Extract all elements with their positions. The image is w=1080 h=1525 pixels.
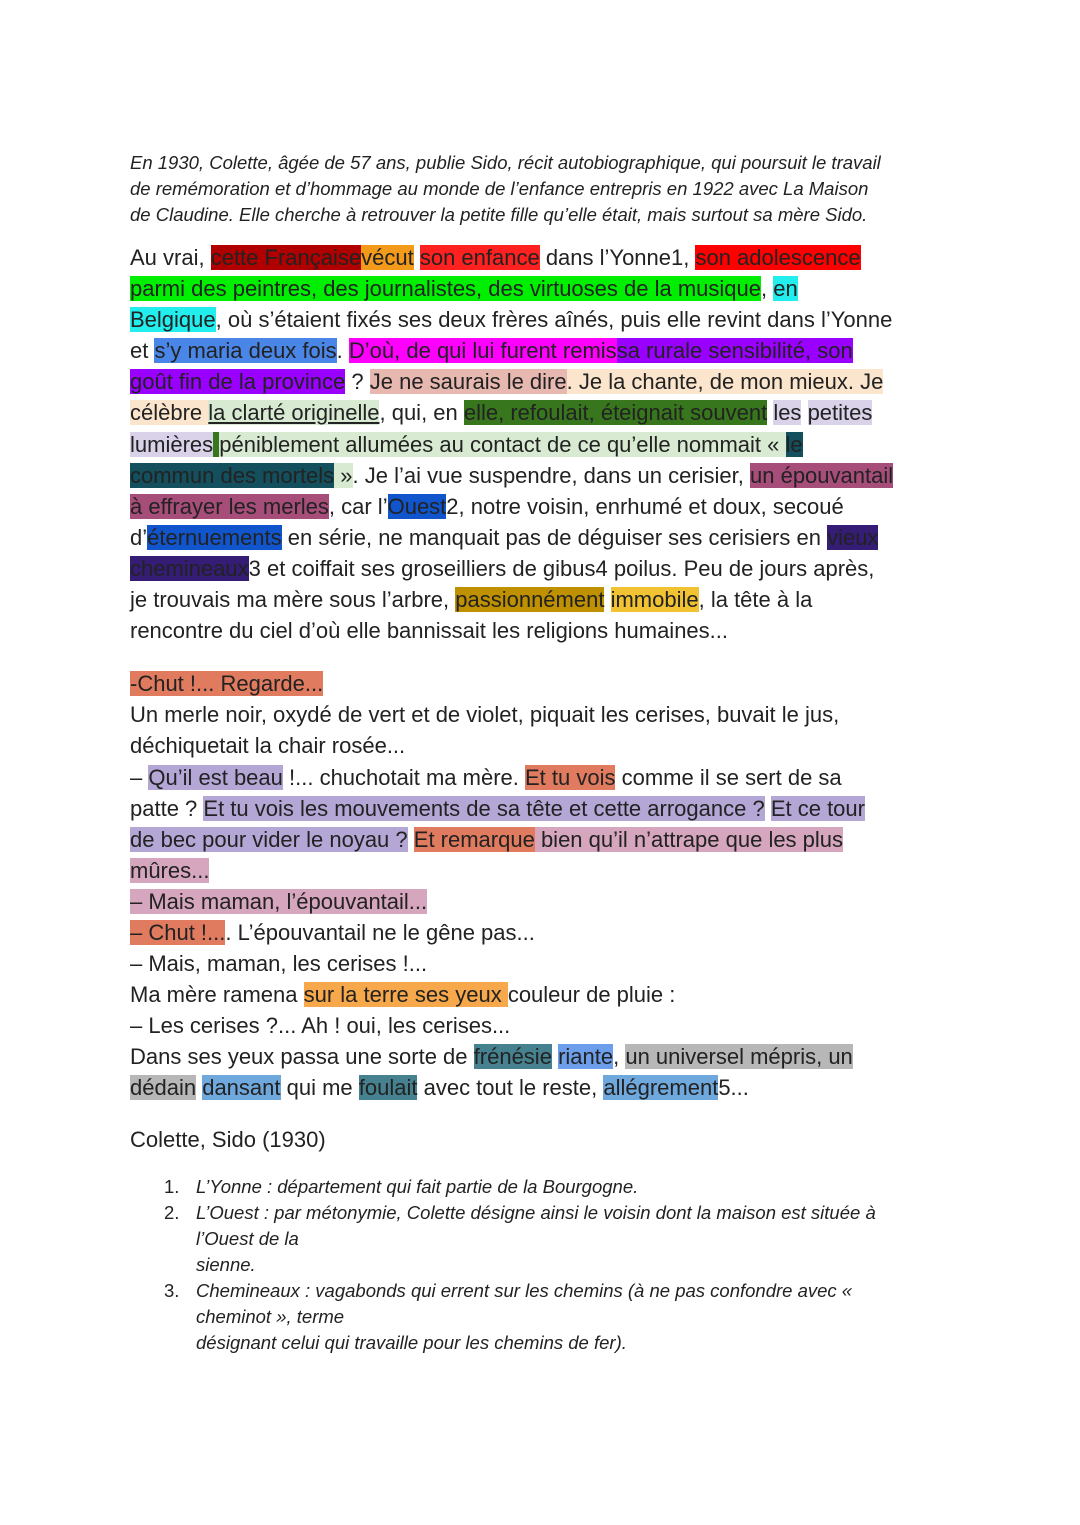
footnote-line: cheminot », terme xyxy=(196,1305,345,1327)
excerpt-paragraph-1 xyxy=(130,242,960,646)
text-segment: . xyxy=(336,338,349,364)
text-segment: couleur de pluie : xyxy=(507,982,676,1008)
text-segment: , où s’étaient fixés ses deux frères aînés, puis elle revint dans l’Yonne xyxy=(215,307,893,333)
footnotes-list xyxy=(130,1174,960,1356)
highlight: lumières xyxy=(130,431,214,457)
highlight: -Chut !... Regarde... xyxy=(130,671,324,697)
text-segment: . L’épouvantail ne le gêne pas... xyxy=(225,919,535,945)
text-segment: déchiquetait la chair rosée... xyxy=(130,733,406,759)
text-line xyxy=(130,1041,960,1072)
highlight: Belgique xyxy=(130,307,216,333)
text-line xyxy=(130,460,960,491)
footnote-line: désignant celui qui travaille pour les chemins de fer). xyxy=(196,1331,627,1353)
text-line xyxy=(130,366,960,397)
highlight: son adolescence xyxy=(695,245,861,270)
document-page xyxy=(130,150,960,1356)
text-segment: et xyxy=(130,338,155,364)
text-line xyxy=(130,1072,960,1103)
highlight: vécut xyxy=(361,245,414,270)
text-segment: avec tout le reste, xyxy=(417,1075,604,1101)
text-segment xyxy=(801,400,807,425)
text-line xyxy=(130,824,960,855)
text-line xyxy=(130,762,960,793)
text-segment xyxy=(408,827,414,852)
highlight: la clarté originelle xyxy=(208,400,380,426)
text-segment: , car l’ xyxy=(328,493,388,519)
highlight: le xyxy=(785,431,803,457)
highlight: elle, refoulait, éteignait souvent xyxy=(463,400,768,426)
highlight: – Mais maman, l’épouvantail... xyxy=(130,888,428,914)
text-segment xyxy=(604,587,610,612)
text-line xyxy=(130,584,960,615)
highlight: foulait xyxy=(358,1075,418,1101)
text-segment: en série, ne manquait pas de déguiser ses cerisiers en xyxy=(281,524,828,550)
intro-line: de Claudine. Elle cherche à retrouver la petite fille qu’elle était, mais surtout sa mère Sido. xyxy=(130,204,868,225)
highlight: . Je la chante, de mon mieux. Je xyxy=(566,369,884,395)
text-segment: , xyxy=(613,1044,626,1070)
text-line xyxy=(130,522,960,553)
highlight: les xyxy=(773,400,802,426)
footnote-line: L’Yonne : département qui fait partie de la Bourgogne. xyxy=(196,1175,639,1197)
highlight: de bec pour vider le noyau ? xyxy=(130,826,408,852)
text-segment: 5... xyxy=(718,1075,749,1101)
footnote xyxy=(164,1200,960,1278)
highlight: s’y maria deux fois xyxy=(154,338,337,364)
text-segment: , qui, en xyxy=(379,400,464,426)
text-line xyxy=(130,615,960,646)
highlight: chemineaux xyxy=(130,555,249,581)
text-segment: patte ? xyxy=(130,795,204,821)
text-segment: . Je l’ai vue suspendre, dans un cerisier, xyxy=(352,462,750,488)
footnote-line: l’Ouest de la xyxy=(196,1227,299,1249)
text-line xyxy=(130,917,960,948)
footnote-line: sienne. xyxy=(196,1253,256,1275)
text-segment: !... chuchotait ma mère. xyxy=(282,764,525,790)
text-line xyxy=(130,429,960,460)
text-segment: – Les cerises ?... Ah ! oui, les cerises... xyxy=(130,1013,511,1039)
text-line xyxy=(130,1010,960,1041)
text-line xyxy=(130,242,960,273)
highlight: commun des mortels xyxy=(130,462,335,488)
text-line xyxy=(130,304,960,335)
highlight: son enfance xyxy=(419,245,540,270)
text-line xyxy=(130,335,960,366)
intro-paragraph xyxy=(130,150,960,228)
highlight: à effrayer les merles xyxy=(130,493,329,519)
highlight: Je ne saurais le dire xyxy=(369,369,567,395)
text-segment: qui me xyxy=(280,1075,359,1101)
highlight: immobile xyxy=(610,587,699,613)
highlight: célèbre xyxy=(130,400,209,426)
highlight: Et remarque xyxy=(413,826,535,852)
footnote-line: Chemineaux : vagabonds qui errent sur les chemins (à ne pas confondre avec « xyxy=(196,1279,853,1301)
text-line xyxy=(130,979,960,1010)
text-segment: Dans ses yeux passa une sorte de xyxy=(130,1044,474,1070)
highlight: mûres... xyxy=(130,857,210,883)
text-segment: dans l’Yonne1, xyxy=(539,245,696,270)
text-segment: Ma mère ramena xyxy=(130,982,304,1008)
text-segment: , la tête à la xyxy=(698,587,813,613)
text-segment: 2, notre voisin, enrhumé et doux, secoué xyxy=(446,493,844,519)
text-segment: – xyxy=(130,764,149,790)
text-segment: , xyxy=(761,276,774,302)
highlight: un universel mépris, un xyxy=(625,1044,853,1070)
highlight: Et tu vois xyxy=(525,764,616,790)
text-line xyxy=(130,855,960,886)
footnote-text xyxy=(196,1174,638,1200)
highlight: en xyxy=(773,276,798,302)
text-line xyxy=(130,699,960,730)
footnote-number: 2. xyxy=(164,1201,180,1223)
intro-line: de remémoration et d’hommage au monde de l’enfance entrepris en 1922 avec La Maison xyxy=(130,178,869,199)
highlight: un épouvantail xyxy=(750,462,894,488)
highlight: passionnément xyxy=(455,587,605,613)
highlight: Qu’il est beau xyxy=(148,764,283,790)
highlight: D’où, de qui lui furent remis xyxy=(348,338,617,364)
highlight: dansant xyxy=(202,1075,281,1101)
text-segment: 3 et coiffait ses groseilliers de gibus4 poilus. Peu de jours après, xyxy=(248,555,875,581)
highlight: riante xyxy=(558,1044,614,1070)
footnote xyxy=(164,1278,960,1356)
highlight: allégrement xyxy=(603,1075,719,1101)
highlight: petites xyxy=(807,400,873,426)
text-line xyxy=(130,273,960,304)
highlight: dédain xyxy=(130,1075,197,1101)
highlight: frénésie xyxy=(473,1044,552,1070)
text-line xyxy=(130,730,960,761)
text-segment: Au vrai, xyxy=(130,245,211,270)
text-segment: je trouvais ma mère sous l’arbre, xyxy=(130,587,456,613)
footnote-text xyxy=(196,1200,876,1278)
text-segment xyxy=(414,245,420,270)
citation: Colette, Sido (1930) xyxy=(130,1126,326,1152)
footnote-line: L’Ouest : par métonymie, Colette désigne ainsi le voisin dont la maison est située à xyxy=(196,1201,876,1223)
highlight: cette Française xyxy=(210,245,362,270)
text-segment: Un merle noir, oxydé de vert et de violet, piquait les cerises, buvait le jus, xyxy=(130,702,840,728)
text-segment: ? xyxy=(345,369,370,395)
text-line xyxy=(130,793,960,824)
text-line xyxy=(130,948,960,979)
highlight: parmi des peintres, des journalistes, des virtuoses de la musique xyxy=(130,276,761,302)
highlight: Et tu vois les mouvements de sa tête et cette arrogance ? xyxy=(203,795,765,821)
text-segment: – Mais, maman, les cerises !... xyxy=(130,951,428,977)
text-line xyxy=(130,553,960,584)
highlight: Et ce tour xyxy=(770,795,865,821)
highlight: » xyxy=(334,462,353,488)
text-segment: rencontre du ciel d’où elle bannissait les religions humaines... xyxy=(130,618,729,644)
highlight: – Chut !... xyxy=(130,919,226,945)
highlight: bien qu’il n’attrape que les plus xyxy=(534,826,844,852)
text-line xyxy=(130,397,960,428)
highlight: sa rurale sensibilité, son xyxy=(616,338,853,364)
highlight: péniblement allumées au contact de ce qu’elle nommait « xyxy=(219,431,786,457)
footnote-number: 3. xyxy=(164,1279,180,1301)
text-segment: d’ xyxy=(130,524,148,550)
excerpt-paragraph-2 xyxy=(130,668,960,1103)
footnote-number: 1. xyxy=(164,1175,180,1197)
highlight: vieux xyxy=(827,524,879,550)
text-line xyxy=(130,668,960,699)
highlight: Ouest xyxy=(387,493,447,519)
text-segment xyxy=(765,796,771,821)
intro-line: En 1930, Colette, âgée de 57 ans, publie Sido, récit autobiographique, qui poursuit le travail xyxy=(130,152,881,173)
footnote xyxy=(164,1174,960,1200)
highlight: sur la terre ses yeux xyxy=(303,982,508,1008)
text-segment: comme il se sert de sa xyxy=(615,764,842,790)
highlight: éternuements xyxy=(147,524,282,550)
footnote-text xyxy=(196,1278,852,1356)
text-line xyxy=(130,491,960,522)
highlight: goût fin de la province xyxy=(130,369,346,395)
text-line xyxy=(130,886,960,917)
